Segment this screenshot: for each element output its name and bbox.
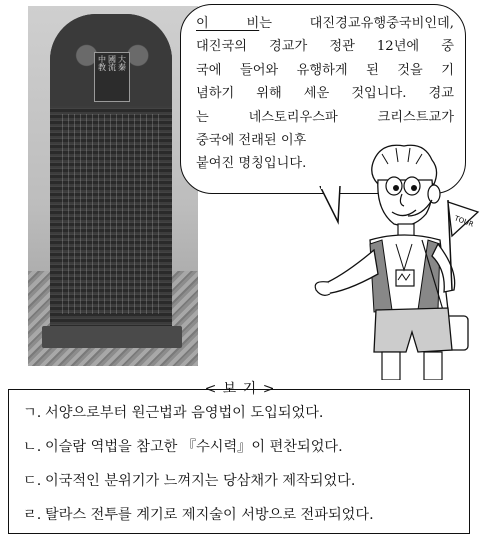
speech-line-7: 붙여진 명칭입니다. — [196, 156, 307, 172]
bogi-item-4 — [23, 504, 374, 524]
stele-crown-col-3: 中教 — [97, 55, 107, 71]
tour-guide-illustration — [312, 140, 480, 380]
bogi-item-3 — [23, 470, 355, 490]
bogi-mark-1: ㄱ. — [23, 405, 42, 421]
bogi-text-2: 이슬람 역법을 참고한 『수시력』이 편찬되었다. — [45, 439, 343, 455]
stele-crown-col-2: 國流 — [107, 55, 117, 71]
stele-photo — [28, 6, 198, 366]
stele-inscription — [62, 114, 160, 314]
speech-line-2: 대진국의 경교가 정관 12년에 중 — [196, 39, 454, 55]
speech-line-4: 념하기 위해 세운 것입니다. 경교 — [196, 86, 454, 102]
stele-crown-col-1: 大秦 — [117, 55, 127, 71]
speech-line-1: 이 비는 대진경교유행중국비인데, — [196, 16, 454, 31]
bogi-text-1: 서양으로부터 원근법과 음영법이 도입되었다. — [45, 405, 324, 421]
bogi-item-1 — [23, 402, 323, 422]
bogi-mark-2: ㄴ. — [23, 439, 42, 455]
stele-base — [42, 326, 182, 348]
guide-flag-text: TOUR — [453, 214, 475, 229]
bogi-box — [8, 389, 470, 534]
bogi-text-3: 이국적인 분위기가 느껴지는 당삼채가 제작되었다. — [45, 473, 356, 489]
stele-crown-title — [94, 52, 130, 102]
speech-highlight: 이 비 — [196, 16, 260, 31]
speech-line-5: 는 네스토리우스파 크리스트교가 — [196, 109, 454, 125]
bogi-text-4: 탈라스 전투를 계기로 제지술이 서방으로 전파되었다. — [45, 507, 374, 523]
bogi-title: < 보 기 > — [204, 381, 276, 397]
bogi-item-2 — [23, 436, 343, 456]
bogi-mark-4: ㄹ. — [23, 507, 42, 523]
speech-line-6: 중국에 전래된 이후 — [196, 133, 307, 149]
speech-line-3: 국에 들어와 유행하게 된 것을 기 — [196, 62, 454, 78]
bogi-mark-3: ㄷ. — [23, 473, 42, 489]
